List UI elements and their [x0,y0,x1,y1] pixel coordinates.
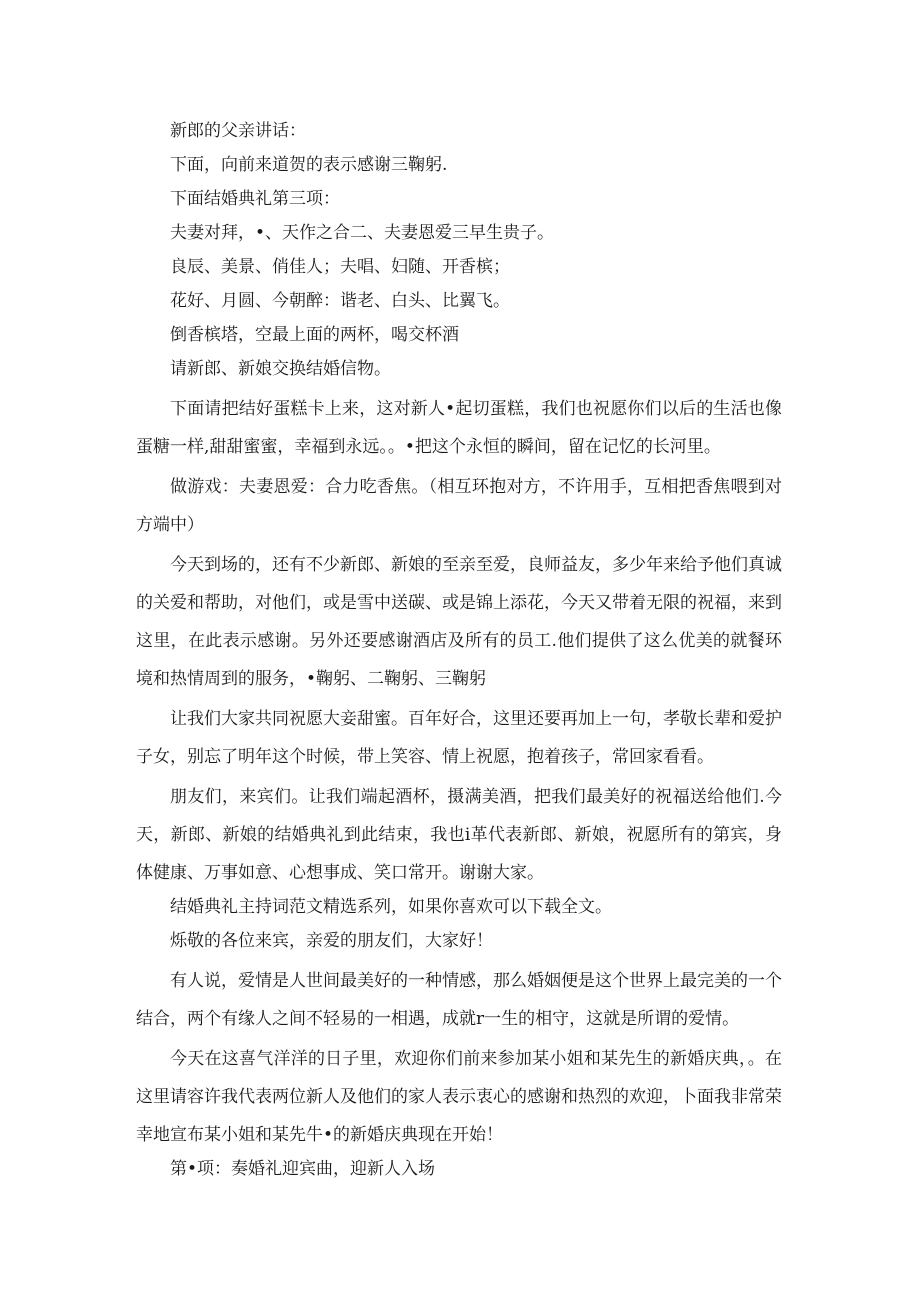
paragraph-thanks-guests: 今天到场的，还有不少新郎、新娘的至亲至爱，良师益友，多少年来给予他们真诚的关爱和帮助，对他们，或是雪中送碳、或是锦上添花，今天又带着无限的祝福，来到这里，在此表示感谢。另外还要感谢酒店及所有的员工.他们提供了这么优美的就餐环境和热情周到的服务，•鞠躬、二鞠躬、三鞠躬 [136,555,782,689]
paragraph-love-quote: 有人说，爱情是人世间最美好的一种情感，那么婚姻便是这个世界上最完美的一个结合，两个有缘人之间不轻易的一相遇，成就r一生的相守，这就是所谓的爱情。 [136,971,782,1029]
paragraph-third-item: 下面结婚典礼第三项： [170,189,340,209]
paragraph-father-speech: 新郎的父亲讲话： [170,121,306,141]
paragraph-closing-toast: 朋友们，来宾们。让我们端起酒杯，摄满美酒，把我们最美好的祝福送给他们.今天，新郎、新娘的结婚典礼到此结束，我也i革代表新郎、新娘，祝愿所有的第宾，身体健康、万事如意、心想事成、笑口常开。谢谢大家。 [136,787,782,883]
paragraph-champagne-tower: 倒香槟塔，空最上面的两杯，喝交杯酒 [170,325,459,345]
paragraph-series-note: 结婚典礼主持词范文精选系列，如果你喜欢可以下载全文。 [170,897,612,917]
paragraph-cake-cutting: 下面请把结好蛋糕卡上来，这对新人•起切蛋糕，我们也祝愿你们以后的生活也像蛋糖一样,甜甜蜜蜜，幸福到永远。。•把这个永恒的瞬间，留在记忆的长河里。 [136,399,782,457]
paragraph-blessing-couple: 让我们大家共同祝愿大妾甜蜜。百年好合，这里还要再加上一句，孝敬长辈和爱护子女，别忘了明年这个时候，带上笑容、情上祝愿，抱着孩子，常回家看看。 [136,709,782,767]
paragraph-blessing-verse: 花好、月圆、今朝醉：谐老、白头、比翼飞。 [170,291,510,311]
paragraph-couple-bow: 夫妻对拜，•、天作之合二、夫妻恩爱三早生贵子。 [170,223,555,243]
paragraph-thanks-bow: 下面，向前来道贺的表示感谢三鞠躬. [170,155,448,175]
document-body [136,118,782,1190]
paragraph-greeting: 烁敬的各位来宾，亲爱的朋友们，大家好！ [170,931,493,951]
paragraph-banana-game: 做游戏：夫妻恩爱：合力吃香焦。（相互环抱对方，不许用手，互相把香焦喂到对方端中） [136,477,782,535]
paragraph-ceremony-opening: 今天在这喜气洋洋的日子里，欢迎你们前来参加某小姐和某先生的新婚庆典，。在这里请容许我代表两位新人及他们的家人表示衷心的感谢和热烈的欢迎，卜面我非常荣幸地宣布某小姐和某先牛•的新婚庆典现在开始！ [136,1049,782,1145]
paragraph-first-item: 第•项：奏婚礼迎宾曲，迎新人入场 [170,1159,436,1179]
paragraph-champagne: 良辰、美景、俏佳人；夫唱、妇随、开香槟； [170,257,510,277]
paragraph-exchange-tokens: 请新郎、新娘交换结婚信物。 [170,359,391,379]
